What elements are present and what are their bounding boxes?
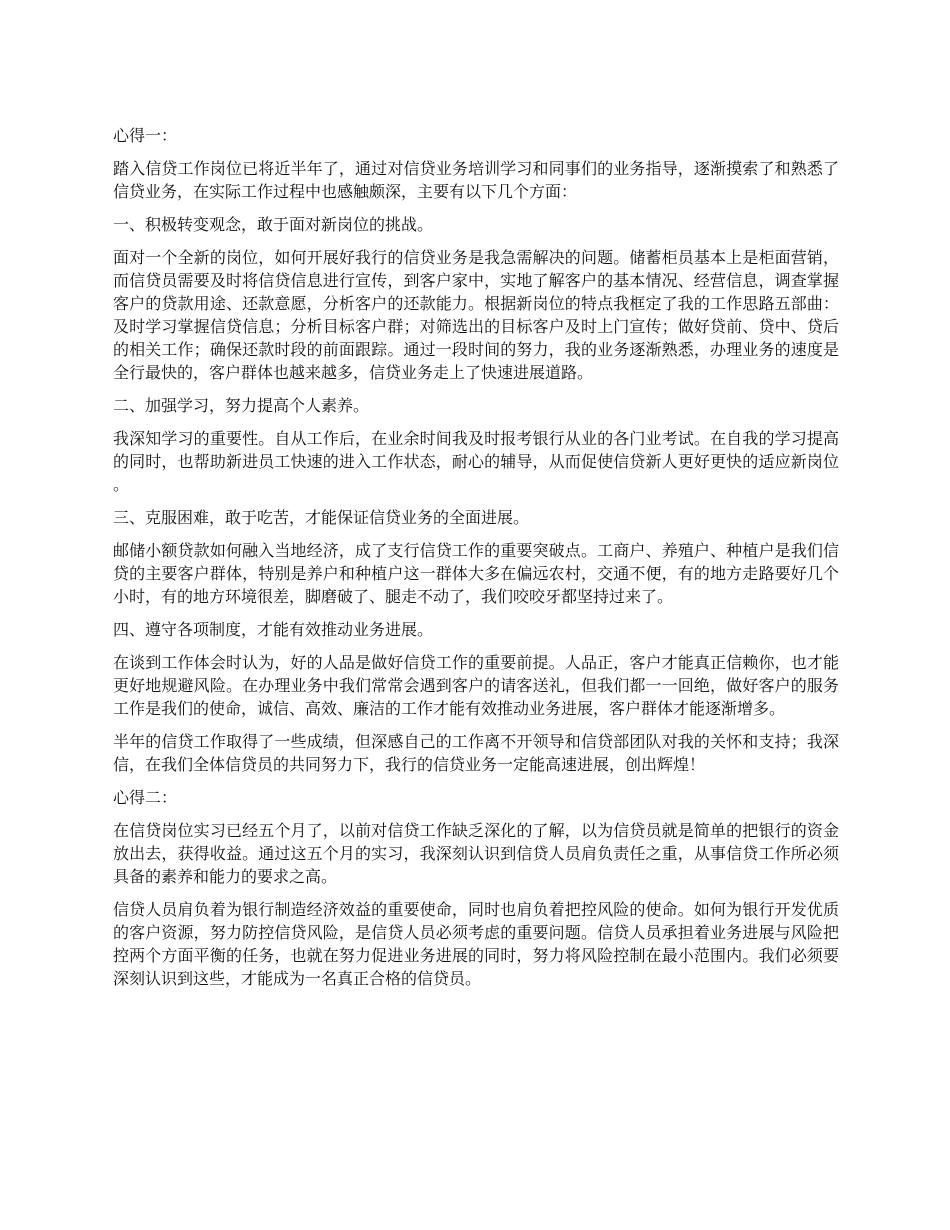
point-heading-4: 四、遵守各项制度，才能有效推动业务进展。 xyxy=(113,620,434,639)
paragraph-point-4: 在谈到工作体会时认为，好的人品是做好信贷工作的重要前提。人品正，客户才能真正信赖你，也才能更好地规避风险。在办理业务中我们常常会遇到客户的请客送礼，但我们都一一回绝，做好客户的服务工作是我们的使命，诚信、高效、廉洁的工作才能有效推动业务进展，客户群体才能逐渐增多。 xyxy=(113,653,839,718)
paragraph-xinde-2-intro: 在信贷岗位实习已经五个月了，以前对信贷工作缺乏深化的了解，以为信贷员就是简单的把银行的资金放出去，获得收益。通过这五个月的实习，我深刻认识到信贷人员肩负责任之重，从事信贷工作所必须具备的素养和能力的要求之高。 xyxy=(113,821,839,886)
section-heading-xinde-2: 心得二： xyxy=(113,788,178,807)
paragraph-point-1: 面对一个全新的岗位，如何开展好我行的信贷业务是我急需解决的问题。储蓄柜员基本上是柜面营销，而信贷员需要及时将信贷信息进行宣传，到客户家中，实地了解客户的基本情况、经营信息，调查掌握客户的贷款用途、还款意愿，分析客户的还款能力。根据新岗位的特点我框定了我的工作思路五部曲：及时学习掌握信贷信息；分析目标客户群；对筛选出的目标客户及时上门宣传；做好贷前、贷中、贷后的相关工作；确保还款时段的前面跟踪。通过一段时间的努力，我的业务逐渐熟悉，办理业务的速度是全行最快的，客户群体也越来越多，信贷业务走上了快速进展道路。 xyxy=(113,248,839,382)
paragraph-intro: 踏入信贷工作岗位已将近半年了，通过对信贷业务培训学习和同事们的业务指导，逐渐摸索了和熟悉了信贷业务，在实际工作过程中也感触颇深，主要有以下几个方面： xyxy=(113,159,839,201)
paragraph-xinde-2-body: 信贷人员肩负着为银行制造经济效益的重要使命，同时也肩负着把控风险的使命。如何为银行开发优质的客户资源，努力防控信贷风险，是信贷人员必须考虑的重要问题。信贷人员承担着业务进展与风险把控两个方面平衡的任务，也就在努力促进业务进展的同时，努力将风险控制在最小范围内。我们必须要深刻认识到这些，才能成为一名真正合格的信贷员。 xyxy=(113,900,839,988)
point-heading-3: 三、克服困难，敢于吃苦，才能保证信贷业务的全面进展。 xyxy=(113,508,530,527)
point-heading-1: 一、积极转变观念，敢于面对新岗位的挑战。 xyxy=(113,215,434,234)
section-heading-xinde-1: 心得一： xyxy=(113,126,178,145)
point-heading-2: 二、加强学习，努力提高个人素养。 xyxy=(113,396,370,415)
paragraph-point-3: 邮储小额贷款如何融入当地经济，成了支行信贷工作的重要突破点。工商户、养殖户、种植户是我们信贷的主要客户群体，特别是养户和种植户这一群体大多在偏远农村，交通不便，有的地方走路要好几个小时，有的地方环境很差，脚磨破了、腿走不动了，我们咬咬牙都坚持过来了。 xyxy=(113,541,839,606)
paragraph-conclusion-1: 半年的信贷工作取得了一些成绩，但深感自己的工作离不开领导和信贷部团队对我的关怀和支持；我深信，在我们全体信贷员的共同努力下，我行的信贷业务一定能高速进展，创出辉煌！ xyxy=(113,732,839,774)
paragraph-point-2: 我深知学习的重要性。自从工作后，在业余时间我及时报考银行从业的各门业考试。在自我的学习提高的同时，也帮助新进员工快速的进入工作状态，耐心的辅导，从而促使信贷新人更好更快的适应新岗位。 xyxy=(113,429,839,494)
document-body xyxy=(113,124,839,1000)
